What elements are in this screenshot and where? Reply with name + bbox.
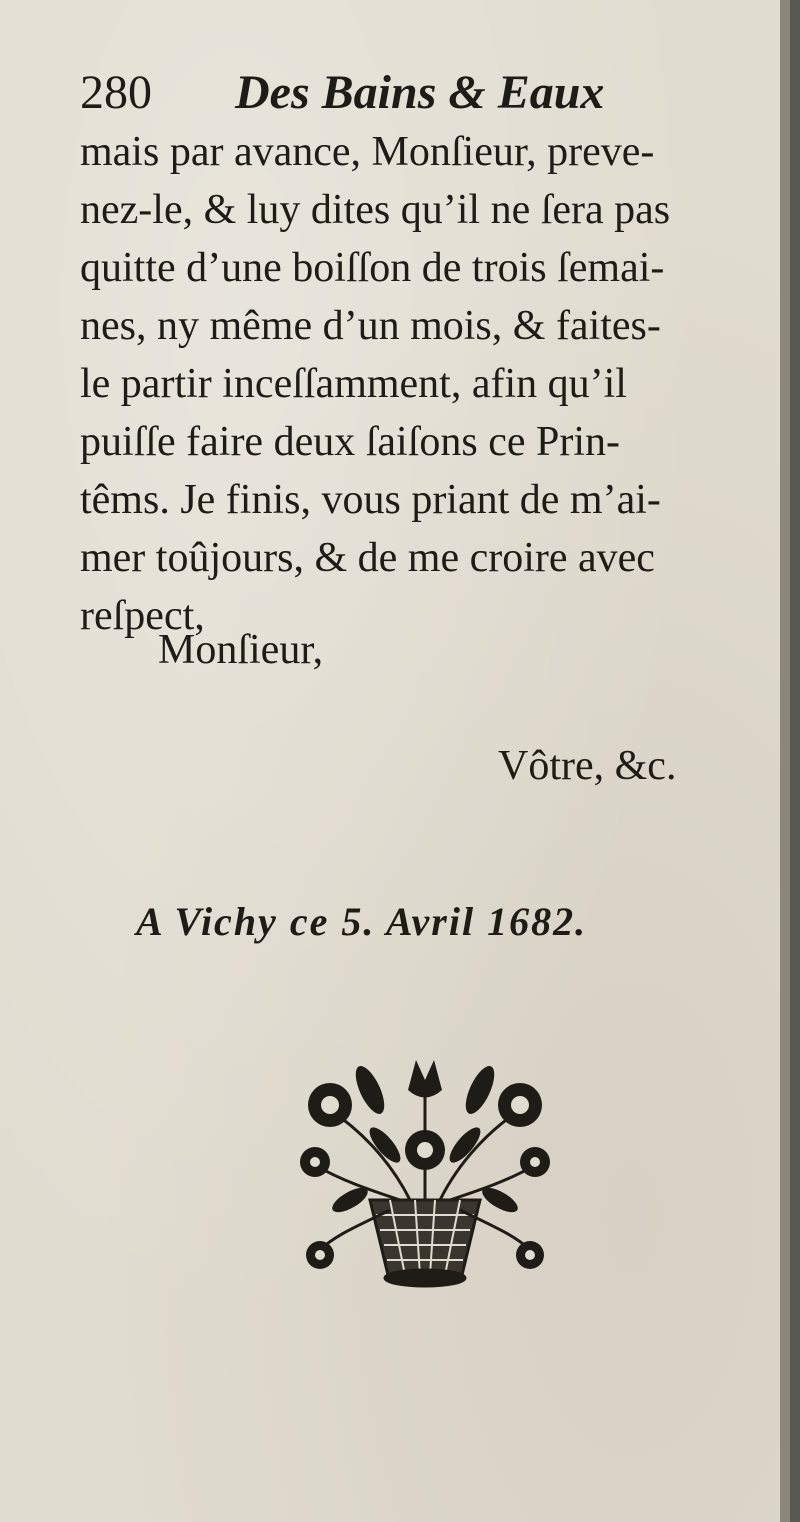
text-line: têms. Je finis, vous priant de m’ai- [80, 477, 661, 523]
text-line: mer toûjours, & de me croire avec [80, 535, 655, 581]
page-edge [780, 0, 790, 1522]
letter-body [80, 123, 770, 645]
letter-dateline: A Vichy ce 5. Avril 1682. [136, 899, 588, 944]
page-number: 280 [80, 66, 152, 119]
text-line: mais par avance, Monſieur, preve- [80, 129, 655, 175]
flower-basket-ornament-icon [290, 1050, 560, 1290]
text-line: nes, ny même d’un mois, & faites- [80, 303, 661, 349]
text-line: puiſſe faire deux ſaiſons ce Prin- [80, 419, 620, 465]
letter-salutation: Monſieur, [158, 627, 324, 673]
text-line: le partir inceſſamment, afin qu’il [80, 361, 627, 407]
letter-valediction: Vôtre, &c. [498, 743, 677, 789]
text-line: quitte d’une boiſſon de trois ſemai- [80, 245, 665, 291]
text-line: reſpect, [80, 593, 205, 639]
running-title: Des Bains & Eaux [235, 66, 605, 119]
page-header [80, 58, 680, 128]
text-line: nez-le, & luy dites qu’il ne ſera pas [80, 187, 671, 233]
